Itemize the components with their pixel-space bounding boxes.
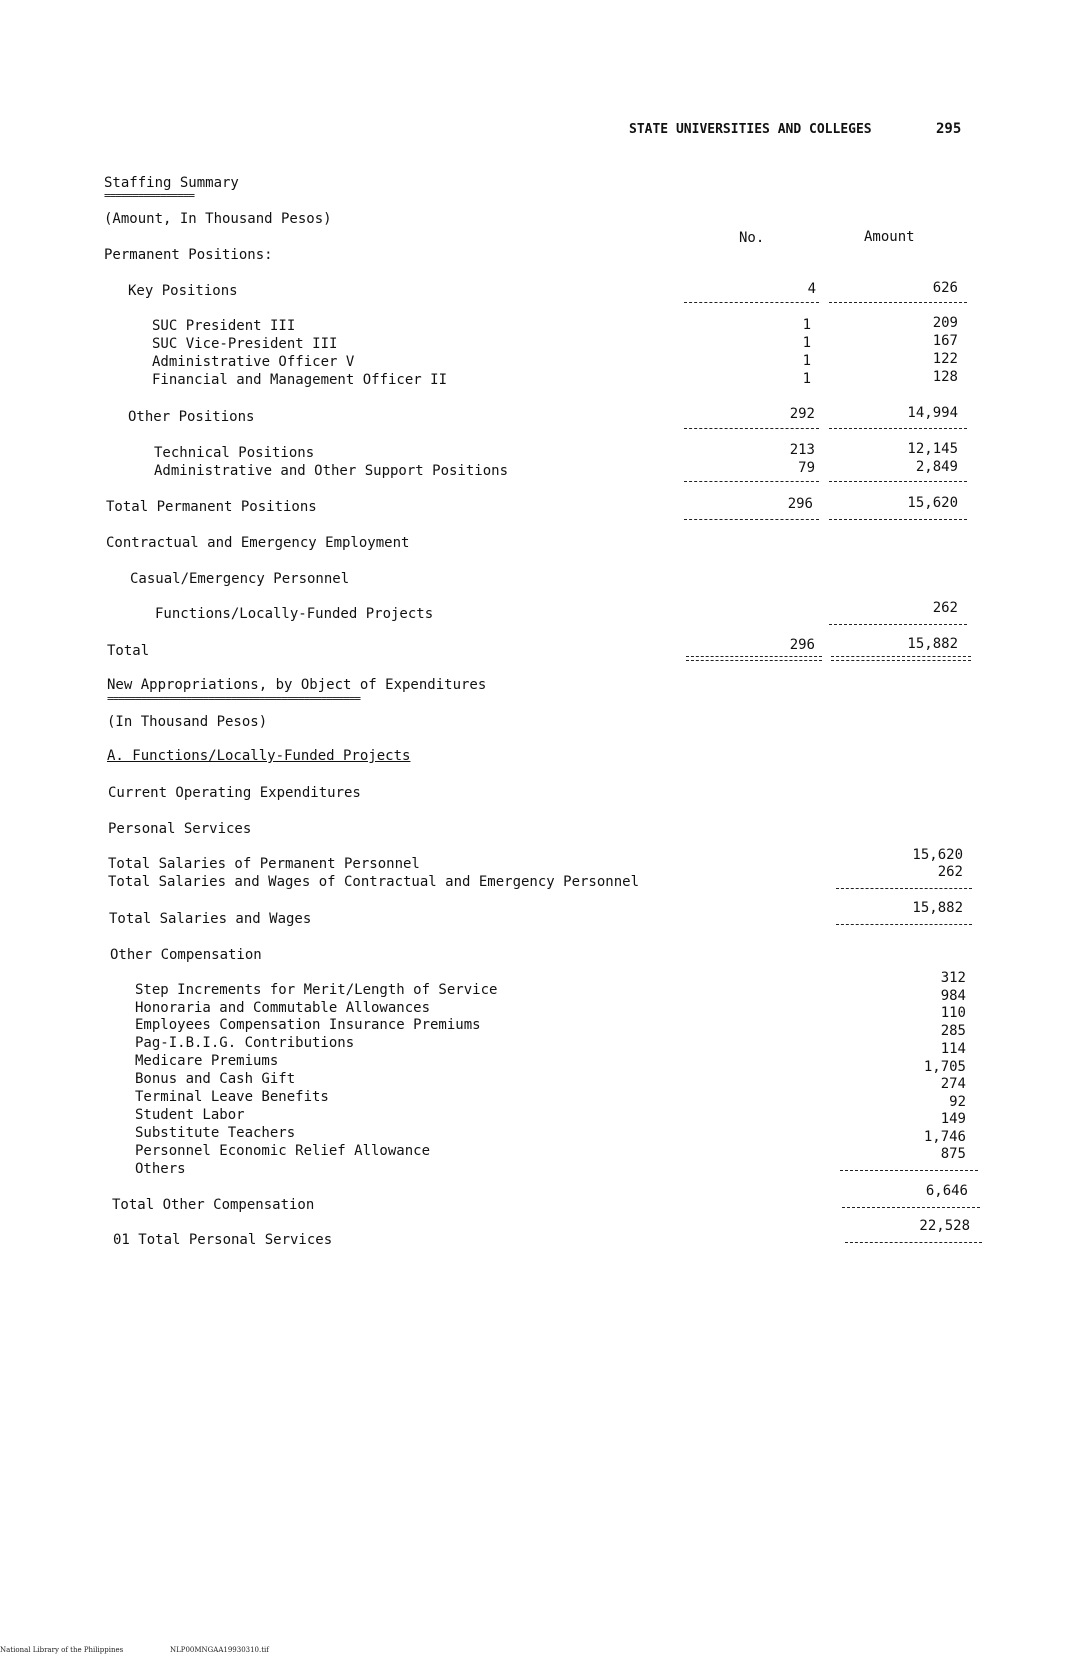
other-comp-item-label: Student Labor bbox=[135, 1107, 245, 1123]
appropriations-heading-rule: ============================================= bbox=[107, 692, 361, 705]
appropriations-unit-note: (In Thousand Pesos) bbox=[107, 714, 268, 730]
double-rule-no bbox=[686, 656, 822, 661]
personal-services-label: Personal Services bbox=[108, 821, 252, 837]
rule-no bbox=[684, 519, 819, 520]
other-comp-item-amount: 149 bbox=[940, 1111, 966, 1127]
rule-amount bbox=[836, 888, 972, 889]
functions-amount: 262 bbox=[932, 600, 958, 616]
rule-amount bbox=[836, 924, 972, 925]
footer-file: NLP00MNGAA19930310.tif bbox=[170, 1646, 269, 1654]
other-compensation-label: Other Compensation bbox=[110, 947, 262, 963]
salary-row-label: Total Salaries and Wages of Contractual and Emergency Personnel bbox=[108, 874, 640, 890]
other-comp-item-amount: 1,746 bbox=[923, 1129, 966, 1145]
key-item-amount: 128 bbox=[932, 369, 958, 385]
other-comp-item-amount: 110 bbox=[940, 1005, 966, 1021]
other-comp-item-label: Others bbox=[135, 1161, 186, 1177]
other-item-no: 79 bbox=[798, 460, 815, 476]
rule-amount bbox=[829, 519, 967, 520]
other-comp-item-amount: 1,705 bbox=[923, 1059, 966, 1075]
key-item-label: Administrative Officer V bbox=[152, 354, 355, 370]
total-permanent-amount: 15,620 bbox=[907, 495, 958, 511]
key-positions-no: 4 bbox=[807, 281, 816, 297]
other-comp-item-label: Terminal Leave Benefits bbox=[135, 1089, 329, 1105]
other-comp-item-label: Bonus and Cash Gift bbox=[135, 1071, 296, 1087]
other-item-amount: 2,849 bbox=[915, 459, 958, 475]
other-positions-label: Other Positions bbox=[128, 409, 255, 425]
double-rule-amount bbox=[831, 656, 971, 661]
appropriations-heading: New Appropriations, by Object of Expenditures bbox=[107, 677, 487, 693]
key-item-no: 1 bbox=[802, 353, 811, 369]
total-no: 296 bbox=[789, 637, 815, 653]
other-comp-item-amount: 312 bbox=[940, 970, 966, 986]
total-other-comp-label: Total Other Compensation bbox=[112, 1197, 315, 1213]
key-item-label: Financial and Management Officer II bbox=[152, 372, 448, 388]
salary-row-label: Total Salaries of Permanent Personnel bbox=[108, 856, 420, 872]
total-permanent-no: 296 bbox=[787, 496, 813, 512]
rule-amount bbox=[829, 481, 967, 482]
other-comp-item-amount: 285 bbox=[940, 1023, 966, 1039]
key-item-label: SUC President III bbox=[152, 318, 296, 334]
total-salaries-label: Total Salaries and Wages bbox=[109, 911, 312, 927]
total-permanent-label: Total Permanent Positions bbox=[106, 499, 317, 515]
key-item-amount: 122 bbox=[932, 351, 958, 367]
key-item-no: 1 bbox=[802, 371, 811, 387]
contractual-label: Contractual and Emergency Employment bbox=[106, 535, 410, 551]
staffing-heading-rule: ================ bbox=[104, 189, 194, 202]
key-positions-amount: 626 bbox=[932, 280, 958, 296]
key-item-label: SUC Vice-President III bbox=[152, 336, 338, 352]
key-item-no: 1 bbox=[802, 335, 811, 351]
other-positions-no: 292 bbox=[789, 406, 815, 422]
other-comp-item-label: Employees Compensation Insurance Premiums bbox=[135, 1017, 481, 1033]
other-comp-item-amount: 274 bbox=[940, 1076, 966, 1092]
rule-amount bbox=[829, 624, 967, 625]
casual-label: Casual/Emergency Personnel bbox=[130, 571, 350, 587]
key-item-amount: 167 bbox=[932, 333, 958, 349]
column-header-no: No. bbox=[739, 230, 765, 246]
rule-no bbox=[684, 428, 819, 429]
rule-amount bbox=[842, 1207, 980, 1208]
total-personal-services-label: 01 Total Personal Services bbox=[113, 1232, 333, 1248]
salary-row-amount: 15,620 bbox=[912, 847, 963, 863]
rule-no bbox=[684, 481, 819, 482]
rule-amount bbox=[845, 1242, 982, 1243]
current-operating-label: Current Operating Expenditures bbox=[108, 785, 361, 801]
footer-library: National Library of the Philippines bbox=[0, 1646, 124, 1654]
page-header-title: STATE UNIVERSITIES AND COLLEGES bbox=[629, 122, 872, 137]
other-comp-item-amount: 875 bbox=[940, 1146, 966, 1162]
rule-no bbox=[684, 302, 819, 303]
staffing-heading: Staffing Summary bbox=[104, 175, 239, 191]
other-comp-item-label: Honoraria and Commutable Allowances bbox=[135, 1000, 431, 1016]
other-comp-item-amount: 92 bbox=[949, 1094, 966, 1110]
other-item-label: Administrative and Other Support Positions bbox=[154, 463, 509, 479]
key-item-amount: 209 bbox=[932, 315, 958, 331]
other-comp-item-label: Personnel Economic Relief Allowance bbox=[135, 1143, 431, 1159]
other-comp-item-amount: 114 bbox=[940, 1041, 966, 1057]
other-comp-item-amount: 984 bbox=[940, 988, 966, 1004]
total-label: Total bbox=[107, 643, 150, 659]
section-a-heading: A. Functions/Locally-Funded Projects bbox=[107, 748, 411, 764]
other-item-label: Technical Positions bbox=[154, 445, 315, 461]
total-personal-services-amount: 22,528 bbox=[919, 1218, 970, 1234]
rule-amount bbox=[829, 428, 967, 429]
salary-row-amount: 262 bbox=[937, 864, 963, 880]
total-other-comp-amount: 6,646 bbox=[925, 1183, 968, 1199]
total-amount: 15,882 bbox=[907, 636, 958, 652]
key-positions-label: Key Positions bbox=[128, 283, 238, 299]
column-header-amount: Amount bbox=[864, 229, 915, 245]
other-item-amount: 12,145 bbox=[907, 441, 958, 457]
page-number: 295 bbox=[936, 121, 962, 137]
functions-label: Functions/Locally-Funded Projects bbox=[155, 606, 434, 622]
key-item-no: 1 bbox=[802, 317, 811, 333]
total-salaries-amount: 15,882 bbox=[912, 900, 963, 916]
permanent-positions-label: Permanent Positions: bbox=[104, 247, 273, 263]
staffing-unit-note: (Amount, In Thousand Pesos) bbox=[104, 211, 332, 227]
other-positions-amount: 14,994 bbox=[907, 405, 958, 421]
rule-amount bbox=[840, 1170, 978, 1171]
other-comp-item-label: Substitute Teachers bbox=[135, 1125, 296, 1141]
other-item-no: 213 bbox=[789, 442, 815, 458]
other-comp-item-label: Pag-I.B.I.G. Contributions bbox=[135, 1035, 355, 1051]
other-comp-item-label: Medicare Premiums bbox=[135, 1053, 279, 1069]
other-comp-item-label: Step Increments for Merit/Length of Service bbox=[135, 982, 498, 998]
rule-amount bbox=[829, 302, 967, 303]
